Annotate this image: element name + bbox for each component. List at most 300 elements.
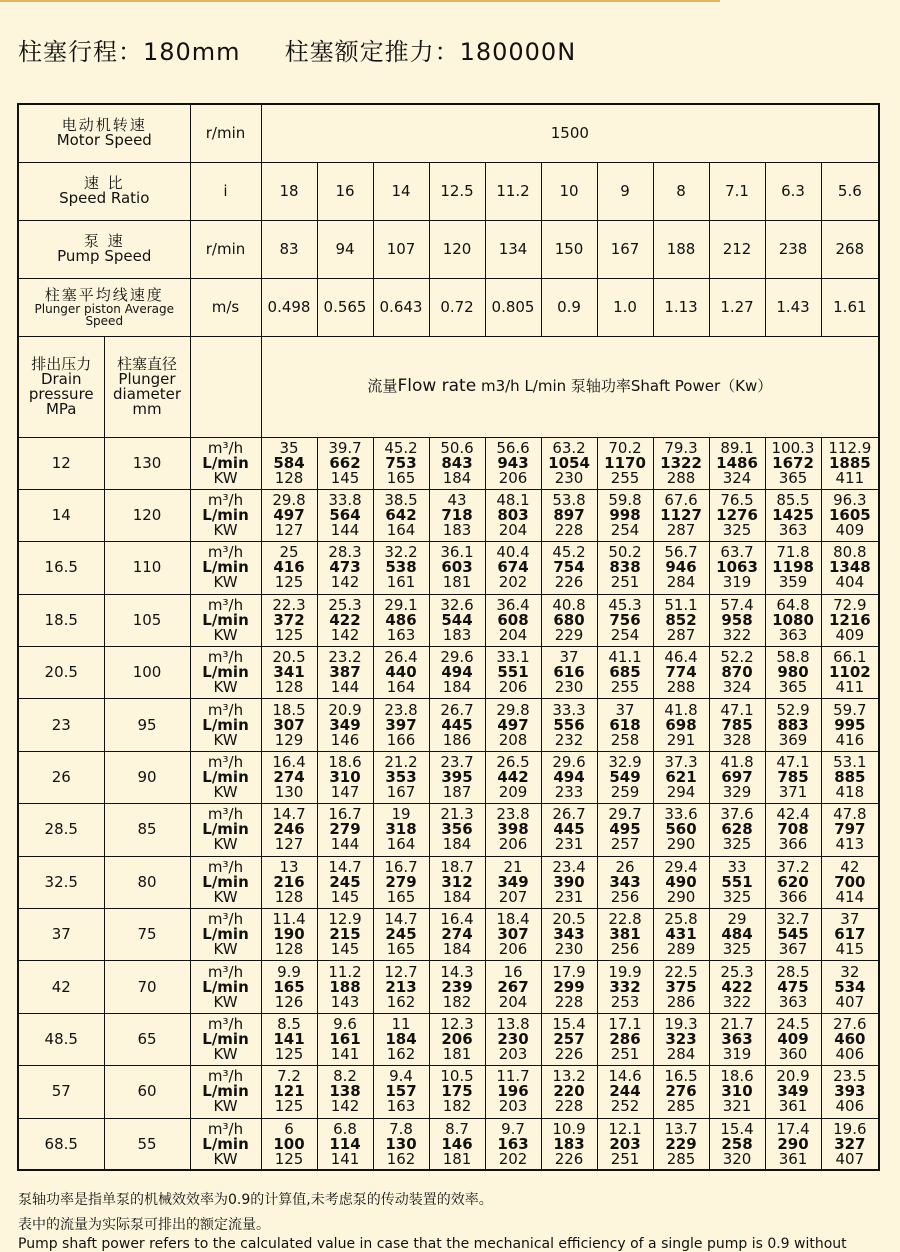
- flow-lmin-value: 1672: [772, 453, 814, 472]
- shaft-power-value: 411: [835, 678, 865, 697]
- flow-m3h-value: 26.5: [496, 753, 530, 772]
- flow-lmin-value: 318: [385, 820, 417, 839]
- flow-power-cell: [317, 909, 373, 961]
- shaft-power-value: 369: [778, 730, 808, 749]
- plunger-diameter-cell: 70: [104, 961, 190, 1013]
- flow-power-cell: [317, 1118, 373, 1170]
- shaft-power-value: 413: [835, 835, 865, 854]
- shaft-power-value: 207: [498, 887, 528, 906]
- plunger-diameter-cell: 60: [104, 1066, 190, 1118]
- flow-m3h-value: 17.1: [608, 1014, 642, 1033]
- flow-lmin-value: 409: [777, 1029, 809, 1048]
- flow-power-cell: [373, 542, 429, 594]
- shaft-power-value: 366: [778, 835, 808, 854]
- flow-lmin-value: 843: [441, 453, 473, 472]
- flow-m3h-value: 21.2: [384, 753, 418, 772]
- flow-power-cell: [429, 856, 485, 908]
- flow-lmin-value: 190: [273, 925, 305, 944]
- flow-power-cell: [261, 1066, 317, 1118]
- flow-power-cell: [485, 699, 541, 751]
- pump-speed-cell: 238: [765, 220, 821, 278]
- top-accent-line: [0, 0, 720, 2]
- shaft-power-value: 144: [330, 835, 360, 854]
- flow-power-cell: [317, 856, 373, 908]
- flow-m3h-value: 25: [279, 543, 299, 562]
- unit-m3h: m³/h: [207, 700, 244, 719]
- flow-m3h-value: 37.6: [720, 805, 754, 824]
- unit-m3h: m³/h: [207, 805, 244, 824]
- flow-power-cell: [821, 1013, 879, 1065]
- data-row: [18, 1066, 879, 1118]
- flow-power-cell: [541, 1066, 597, 1118]
- units-cell: [190, 909, 261, 961]
- shaft-power-value: 325: [722, 940, 752, 959]
- flow-power-cell: [709, 594, 765, 646]
- flow-power-cell: [317, 1066, 373, 1118]
- flow-power-cell: [765, 647, 821, 699]
- flow-lmin-value: 544: [441, 610, 473, 629]
- flow-lmin-value: 216: [273, 872, 305, 891]
- flow-m3h-value: 14.7: [272, 805, 306, 824]
- shaft-power-value: 251: [610, 1044, 640, 1063]
- flow-lmin-value: 1885: [828, 453, 871, 472]
- shaft-power-value: 365: [778, 678, 808, 697]
- shaft-power-value: 206: [498, 940, 528, 959]
- pump-speed-cell: 94: [317, 220, 373, 278]
- shaft-power-value: 407: [835, 992, 865, 1011]
- flow-power-cell: [429, 594, 485, 646]
- shaft-power-value: 129: [274, 730, 304, 749]
- flow-power-cell: [709, 856, 765, 908]
- flow-m3h-value: 46.4: [664, 648, 698, 667]
- flow-power-cell: [373, 751, 429, 803]
- flow-power-cell: [317, 489, 373, 541]
- flow-power-cell: [597, 804, 653, 856]
- unit-lmin: L/min: [202, 925, 249, 944]
- flow-m3h-value: 29.7: [608, 805, 642, 824]
- flow-power-cell: [653, 961, 709, 1013]
- flow-lmin-value: 943: [497, 453, 529, 472]
- shaft-power-value: 126: [274, 992, 304, 1011]
- flow-m3h-value: 36.4: [496, 595, 530, 614]
- shaft-power-value: 409: [835, 625, 865, 644]
- motor-speed-label: 电动机转速 Motor Speed: [18, 104, 190, 162]
- unit-kw: KW: [213, 468, 238, 487]
- shaft-power-value: 231: [554, 835, 584, 854]
- flow-power-cell: [597, 909, 653, 961]
- flow-power-cell: [373, 909, 429, 961]
- unit-m3h: m³/h: [207, 543, 244, 562]
- shaft-power-value: 285: [666, 1097, 696, 1116]
- flow-m3h-value: 15.4: [720, 1119, 754, 1138]
- flow-m3h-value: 12.7: [384, 962, 418, 981]
- flow-m3h-value: 6: [284, 1119, 294, 1138]
- ratio-cell: 5.6: [821, 162, 879, 220]
- flow-power-cell: [653, 909, 709, 961]
- plunger-speed-cell: 0.643: [373, 278, 429, 336]
- flow-power-cell: [821, 489, 879, 541]
- flow-m3h-value: 11: [391, 1014, 411, 1033]
- flow-m3h-value: 66.1: [833, 648, 867, 667]
- plunger-diameter-cell: 105: [104, 594, 190, 646]
- flow-power-cell: [317, 542, 373, 594]
- unit-kw: KW: [213, 992, 238, 1011]
- drain-pressure-cell: 37: [18, 909, 104, 961]
- flow-lmin-value: 495: [609, 820, 641, 839]
- pump-speed-cell: 150: [541, 220, 597, 278]
- flow-power-cell: [541, 751, 597, 803]
- units-cell: [190, 1013, 261, 1065]
- flow-lmin-value: 188: [329, 977, 361, 996]
- flow-lmin-value: 497: [273, 506, 305, 525]
- flow-power-cell: [653, 1118, 709, 1170]
- shaft-power-value: 130: [274, 783, 304, 802]
- pump-speed-cell: 167: [597, 220, 653, 278]
- shaft-power-value: 128: [274, 678, 304, 697]
- pump-speed-label: 泵 速 Pump Speed: [18, 220, 190, 278]
- pump-speed-cell: 83: [261, 220, 317, 278]
- flow-power-cell: [485, 647, 541, 699]
- shaft-power-value: 259: [610, 783, 640, 802]
- flow-power-cell: [541, 647, 597, 699]
- flow-power-cell: [373, 1118, 429, 1170]
- flow-power-cell: [653, 594, 709, 646]
- flow-lmin-value: 445: [553, 820, 585, 839]
- flow-m3h-value: 18.6: [720, 1067, 754, 1086]
- flow-lmin-value: 343: [609, 872, 641, 891]
- flow-m3h-value: 9.6: [333, 1014, 357, 1033]
- flow-power-cell: [597, 1118, 653, 1170]
- flow-lmin-value: 349: [777, 1082, 809, 1101]
- ratio-cell: 14: [373, 162, 429, 220]
- flow-power-cell: [429, 489, 485, 541]
- flow-lmin-value: 422: [721, 977, 753, 996]
- flow-power-cell: [429, 804, 485, 856]
- flow-lmin-value: 310: [329, 768, 361, 787]
- flow-lmin-value: 1425: [772, 506, 814, 525]
- flow-lmin-value: 274: [273, 768, 305, 787]
- flow-m3h-value: 57.4: [720, 595, 754, 614]
- flow-lmin-value: 995: [834, 715, 866, 734]
- flow-lmin-value: 353: [385, 768, 417, 787]
- data-row: [18, 647, 879, 699]
- flow-power-cell: [317, 437, 373, 489]
- shaft-power-value: 184: [442, 678, 472, 697]
- shaft-power-value: 230: [554, 678, 584, 697]
- flow-m3h-value: 29: [727, 910, 747, 929]
- units-cell: [190, 1066, 261, 1118]
- flow-power-cell: [821, 647, 879, 699]
- shaft-power-value: 230: [554, 940, 584, 959]
- shaft-power-value: 183: [442, 625, 472, 644]
- units-cell: [190, 961, 261, 1013]
- flow-power-cell: [373, 647, 429, 699]
- flow-power-cell: [261, 594, 317, 646]
- flow-m3h-value: 33.6: [664, 805, 698, 824]
- flow-m3h-value: 26.7: [440, 700, 474, 719]
- flow-lmin-value: 220: [553, 1082, 585, 1101]
- shaft-power-value: 319: [722, 573, 752, 592]
- drain-pressure-cell: 26: [18, 751, 104, 803]
- shaft-power-value: 143: [330, 992, 360, 1011]
- flow-m3h-value: 14.7: [384, 910, 418, 929]
- units-cell: [190, 1118, 261, 1170]
- flow-lmin-value: 685: [609, 663, 641, 682]
- shaft-power-value: 206: [498, 678, 528, 697]
- flow-m3h-value: 48.1: [496, 491, 530, 510]
- flow-lmin-value: 556: [553, 715, 585, 734]
- shaft-power-value: 254: [610, 625, 640, 644]
- flow-lmin-value: 1216: [828, 610, 871, 629]
- flow-lmin-value: 258: [721, 1134, 753, 1153]
- shaft-power-value: 258: [610, 730, 640, 749]
- note-line-2: 表中的流量为实际泵可排出的额定流量。: [18, 1217, 270, 1233]
- data-row: [18, 1118, 879, 1170]
- flow-m3h-value: 7.8: [389, 1119, 413, 1138]
- flow-lmin-value: 257: [553, 1029, 585, 1048]
- flow-power-cell: [541, 594, 597, 646]
- unit-kw: KW: [213, 521, 238, 540]
- flow-m3h-value: 8.2: [333, 1067, 357, 1086]
- shaft-power-value: 165: [386, 887, 416, 906]
- shaft-power-value: 144: [330, 678, 360, 697]
- flow-m3h-value: 14.7: [328, 857, 362, 876]
- plunger-diameter-cell: 85: [104, 804, 190, 856]
- shaft-power-value: 322: [722, 625, 752, 644]
- flow-power-cell: [653, 489, 709, 541]
- flow-lmin-value: 279: [385, 872, 417, 891]
- flow-m3h-value: 13: [279, 857, 299, 876]
- flow-lmin-value: 431: [665, 925, 697, 944]
- flow-m3h-value: 39.7: [328, 438, 362, 457]
- data-row: [18, 1013, 879, 1065]
- flow-lmin-value: 1127: [660, 506, 702, 525]
- flow-power-cell: [821, 909, 879, 961]
- flow-m3h-value: 18.5: [272, 700, 306, 719]
- flow-power-cell: [709, 1066, 765, 1118]
- shaft-power-value: 165: [386, 940, 416, 959]
- ratio-cell: 12.5: [429, 162, 485, 220]
- unit-m3h: m³/h: [207, 648, 244, 667]
- note-line-1: 泵轴功率是指单泵的机械效效率为0.9的计算值,未考虑泵的传动装置的效率。: [18, 1192, 493, 1208]
- unit-kw: KW: [213, 940, 238, 959]
- unit-kw: KW: [213, 573, 238, 592]
- shaft-power-value: 203: [498, 1044, 528, 1063]
- flow-m3h-value: 32.6: [440, 595, 474, 614]
- units-cell: [190, 804, 261, 856]
- flow-lmin-value: 114: [329, 1134, 361, 1153]
- sub-header-row: [18, 336, 879, 437]
- flow-lmin-value: 375: [665, 977, 697, 996]
- flow-m3h-value: 9.9: [277, 962, 301, 981]
- flow-lmin-value: 486: [385, 610, 417, 629]
- flow-m3h-value: 76.5: [720, 491, 754, 510]
- flow-lmin-value: 312: [441, 872, 473, 891]
- flow-power-cell: [317, 594, 373, 646]
- ratio-cell: 16: [317, 162, 373, 220]
- flow-power-cell: [429, 1066, 485, 1118]
- shaft-power-value: 203: [498, 1097, 528, 1116]
- plunger-diameter-cell: 65: [104, 1013, 190, 1065]
- unit-kw: KW: [213, 1044, 238, 1063]
- flow-lmin-value: 100: [273, 1134, 305, 1153]
- flow-lmin-value: 121: [273, 1082, 305, 1101]
- flow-lmin-value: 398: [497, 820, 529, 839]
- flow-m3h-value: 32: [840, 962, 860, 981]
- flow-lmin-value: 244: [609, 1082, 641, 1101]
- shaft-power-value: 202: [498, 1149, 528, 1168]
- flow-power-cell: [765, 1013, 821, 1065]
- flow-lmin-value: 697: [721, 768, 753, 787]
- drain-pressure-cell: 16.5: [18, 542, 104, 594]
- flow-lmin-value: 494: [553, 768, 585, 787]
- shaft-power-value: 204: [498, 992, 528, 1011]
- flow-lmin-value: 1080: [772, 610, 814, 629]
- flow-lmin-value: 157: [385, 1082, 417, 1101]
- flow-power-cell: [709, 751, 765, 803]
- unit-lmin: L/min: [202, 1134, 249, 1153]
- flow-power-cell: [429, 542, 485, 594]
- flow-lmin-value: 343: [553, 925, 585, 944]
- unit-lmin: L/min: [202, 1082, 249, 1101]
- flow-lmin-value: 618: [609, 715, 641, 734]
- flow-lmin-value: 662: [329, 453, 361, 472]
- flow-m3h-value: 72.9: [833, 595, 867, 614]
- note-line-3: Pump shaft power refers to the calculated value in case that the mechanical efficiency of a single pump is 0.9 without: [18, 1236, 847, 1252]
- unit-m3h: m³/h: [207, 753, 244, 772]
- flow-m3h-value: 79.3: [664, 438, 698, 457]
- shaft-power-value: 231: [554, 887, 584, 906]
- flow-power-cell: [541, 699, 597, 751]
- shaft-power-value: 284: [666, 1044, 696, 1063]
- shaft-power-value: 325: [722, 521, 752, 540]
- flow-power-cell: [485, 1013, 541, 1065]
- shaft-power-value: 183: [442, 521, 472, 540]
- flow-power-cell: [373, 961, 429, 1013]
- shaft-power-value: 255: [610, 468, 640, 487]
- flow-power-cell: [261, 751, 317, 803]
- flow-m3h-value: 32.7: [776, 910, 810, 929]
- flow-power-cell: [765, 1118, 821, 1170]
- flow-lmin-value: 1348: [828, 558, 871, 577]
- flow-power-cell: [821, 961, 879, 1013]
- data-row: [18, 437, 879, 489]
- flow-lmin-value: 323: [665, 1029, 697, 1048]
- shaft-power-value: 291: [666, 730, 696, 749]
- flow-power-cell: [541, 909, 597, 961]
- flow-power-cell: [821, 1118, 879, 1170]
- flow-lmin-value: 213: [385, 977, 417, 996]
- flow-lmin-value: 230: [497, 1029, 529, 1048]
- shaft-power-value: 406: [835, 1097, 865, 1116]
- shaft-power-value: 208: [498, 730, 528, 749]
- flow-lmin-value: 332: [609, 977, 641, 996]
- unit-lmin: L/min: [202, 1029, 249, 1048]
- flow-power-cell: [485, 961, 541, 1013]
- shaft-power-value: 411: [835, 468, 865, 487]
- flow-power-cell: [597, 1066, 653, 1118]
- flow-m3h-value: 17.4: [776, 1119, 810, 1138]
- flow-lmin-value: 551: [497, 663, 529, 682]
- flow-lmin-value: 484: [721, 925, 753, 944]
- shaft-power-value: 184: [442, 940, 472, 959]
- flow-lmin-value: 184: [385, 1029, 417, 1048]
- flow-power-cell: [429, 647, 485, 699]
- plunger-speed-cell: 0.9: [541, 278, 597, 336]
- flow-power-cell: [821, 804, 879, 856]
- pump-speed-cell: 188: [653, 220, 709, 278]
- flow-power-cell: [541, 804, 597, 856]
- flow-m3h-value: 21.3: [440, 805, 474, 824]
- flow-m3h-value: 51.1: [664, 595, 698, 614]
- unit-kw: KW: [213, 1097, 238, 1116]
- flow-lmin-value: 363: [721, 1029, 753, 1048]
- shaft-power-value: 125: [274, 1044, 304, 1063]
- flow-lmin-value: 718: [441, 506, 473, 525]
- unit-kw: KW: [213, 730, 238, 749]
- flow-m3h-value: 20.9: [328, 700, 362, 719]
- shaft-power-value: 164: [386, 521, 416, 540]
- flow-m3h-value: 23.7: [440, 753, 474, 772]
- flow-power-cell: [653, 542, 709, 594]
- flow-lmin-value: 1605: [828, 506, 871, 525]
- flow-lmin-value: 246: [273, 820, 305, 839]
- shaft-power-value: 284: [666, 573, 696, 592]
- data-row: [18, 542, 879, 594]
- shaft-power-value: 229: [554, 625, 584, 644]
- ratio-cell: 6.3: [765, 162, 821, 220]
- flow-lmin-value: 445: [441, 715, 473, 734]
- flow-power-cell: [485, 909, 541, 961]
- shaft-power-value: 324: [722, 468, 752, 487]
- plunger-speed-row: [18, 278, 879, 336]
- shaft-power-value: 251: [610, 573, 640, 592]
- flow-lmin-value: 803: [497, 506, 529, 525]
- flow-lmin-value: 279: [329, 820, 361, 839]
- flow-m3h-value: 9.7: [501, 1119, 525, 1138]
- flow-lmin-value: 490: [665, 872, 697, 891]
- drain-pressure-cell: 18.5: [18, 594, 104, 646]
- flow-m3h-value: 47.1: [720, 700, 754, 719]
- flow-m3h-value: 28.3: [328, 543, 362, 562]
- flow-lmin-value: 473: [329, 558, 361, 577]
- unit-lmin: L/min: [202, 506, 249, 525]
- pump-speed-cell: 134: [485, 220, 541, 278]
- flow-power-cell: [485, 804, 541, 856]
- flow-m3h-value: 19: [391, 805, 411, 824]
- flow-power-cell: [597, 961, 653, 1013]
- shaft-power-value: 366: [778, 887, 808, 906]
- flow-lmin-value: 161: [329, 1029, 361, 1048]
- motor-speed-unit: r/min: [190, 104, 261, 162]
- drain-pressure-cell: 23: [18, 699, 104, 751]
- shaft-power-value: 184: [442, 887, 472, 906]
- flow-power-cell: [373, 1013, 429, 1065]
- flow-lmin-value: 299: [553, 977, 585, 996]
- flow-lmin-value: 286: [609, 1029, 641, 1048]
- shaft-power-value: 184: [442, 835, 472, 854]
- flow-m3h-value: 16: [503, 962, 523, 981]
- flow-power-cell: [709, 542, 765, 594]
- flow-m3h-value: 13.8: [496, 1014, 530, 1033]
- flow-power-cell: [261, 1118, 317, 1170]
- shaft-power-value: 204: [498, 625, 528, 644]
- plunger-speed-cell: 1.0: [597, 278, 653, 336]
- unit-m3h: m³/h: [207, 595, 244, 614]
- flow-power-cell: [765, 751, 821, 803]
- shaft-power-value: 325: [722, 835, 752, 854]
- shaft-power-value: 254: [610, 521, 640, 540]
